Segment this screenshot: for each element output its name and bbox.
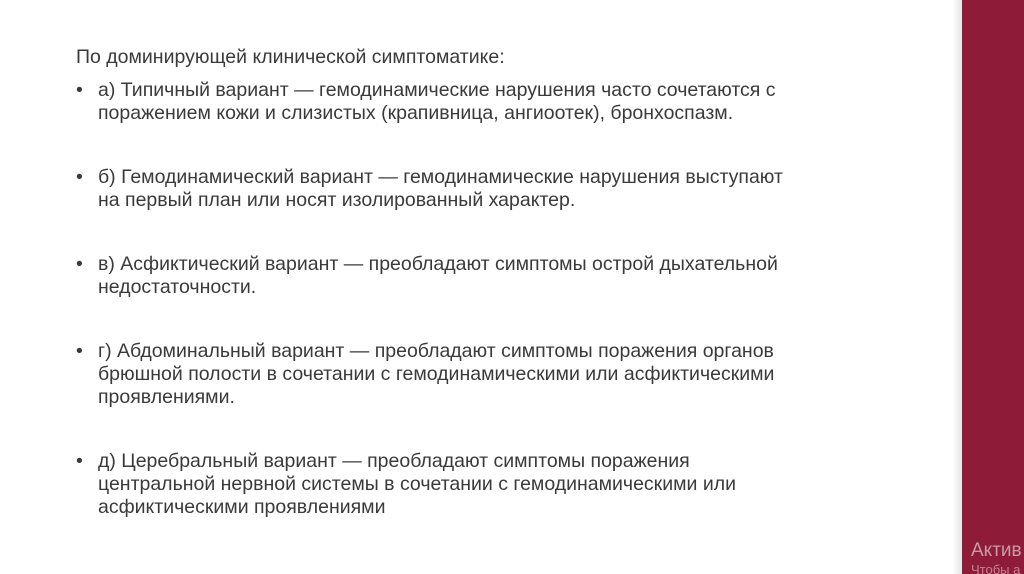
list-item-text: г) Абдоминальный вариант — преобладают симптомы поражения органов <box>98 340 774 362</box>
watermark-subtitle: Чтобы а <box>971 562 1021 574</box>
list-item-text: на первый план или носят изолированный характер. <box>98 189 576 211</box>
list-item-text: в) Асфиктический вариант — преобладают симптомы острой дыхательной <box>98 253 778 275</box>
slide-content <box>76 46 946 519</box>
slide-edge-shadow <box>952 0 962 574</box>
list-item-text: б) Гемодинамический вариант — гемодинамические нарушения выступают <box>98 166 783 188</box>
list-item-asphyctic <box>76 253 946 299</box>
list-item-cerebral <box>76 450 946 519</box>
bullet-icon: • <box>76 79 83 101</box>
list-item-typical <box>76 79 946 125</box>
list-item-text: проявлениями. <box>98 386 235 408</box>
slide-heading: По доминирующей клинической симптоматике: <box>76 46 505 68</box>
list-item-text: асфиктическими проявлениями <box>98 496 386 518</box>
list-item-text: а) Типичный вариант — гемодинамические нарушения часто сочетаются с <box>98 79 776 101</box>
activation-watermark <box>962 0 1024 574</box>
bullet-icon: • <box>76 166 83 188</box>
list-item-hemodynamic <box>76 166 946 212</box>
list-item-text: недостаточности. <box>98 276 257 298</box>
bullet-icon: • <box>76 253 83 275</box>
watermark-title: Актив <box>971 540 1022 561</box>
bullet-icon: • <box>76 450 83 472</box>
list-item-abdominal <box>76 340 946 409</box>
bullet-icon: • <box>76 340 83 362</box>
list-item-text: брюшной полости в сочетании с гемодинамическими или асфиктическими <box>98 363 775 385</box>
list-item-text: центральной нервной системы в сочетании с гемодинамическими или <box>98 473 736 495</box>
list-item-text: поражением кожи и слизистых (крапивница, ангиоотек), бронхоспазм. <box>98 102 734 124</box>
list-item-text: д) Церебральный вариант — преобладают симптомы поражения <box>98 450 690 472</box>
